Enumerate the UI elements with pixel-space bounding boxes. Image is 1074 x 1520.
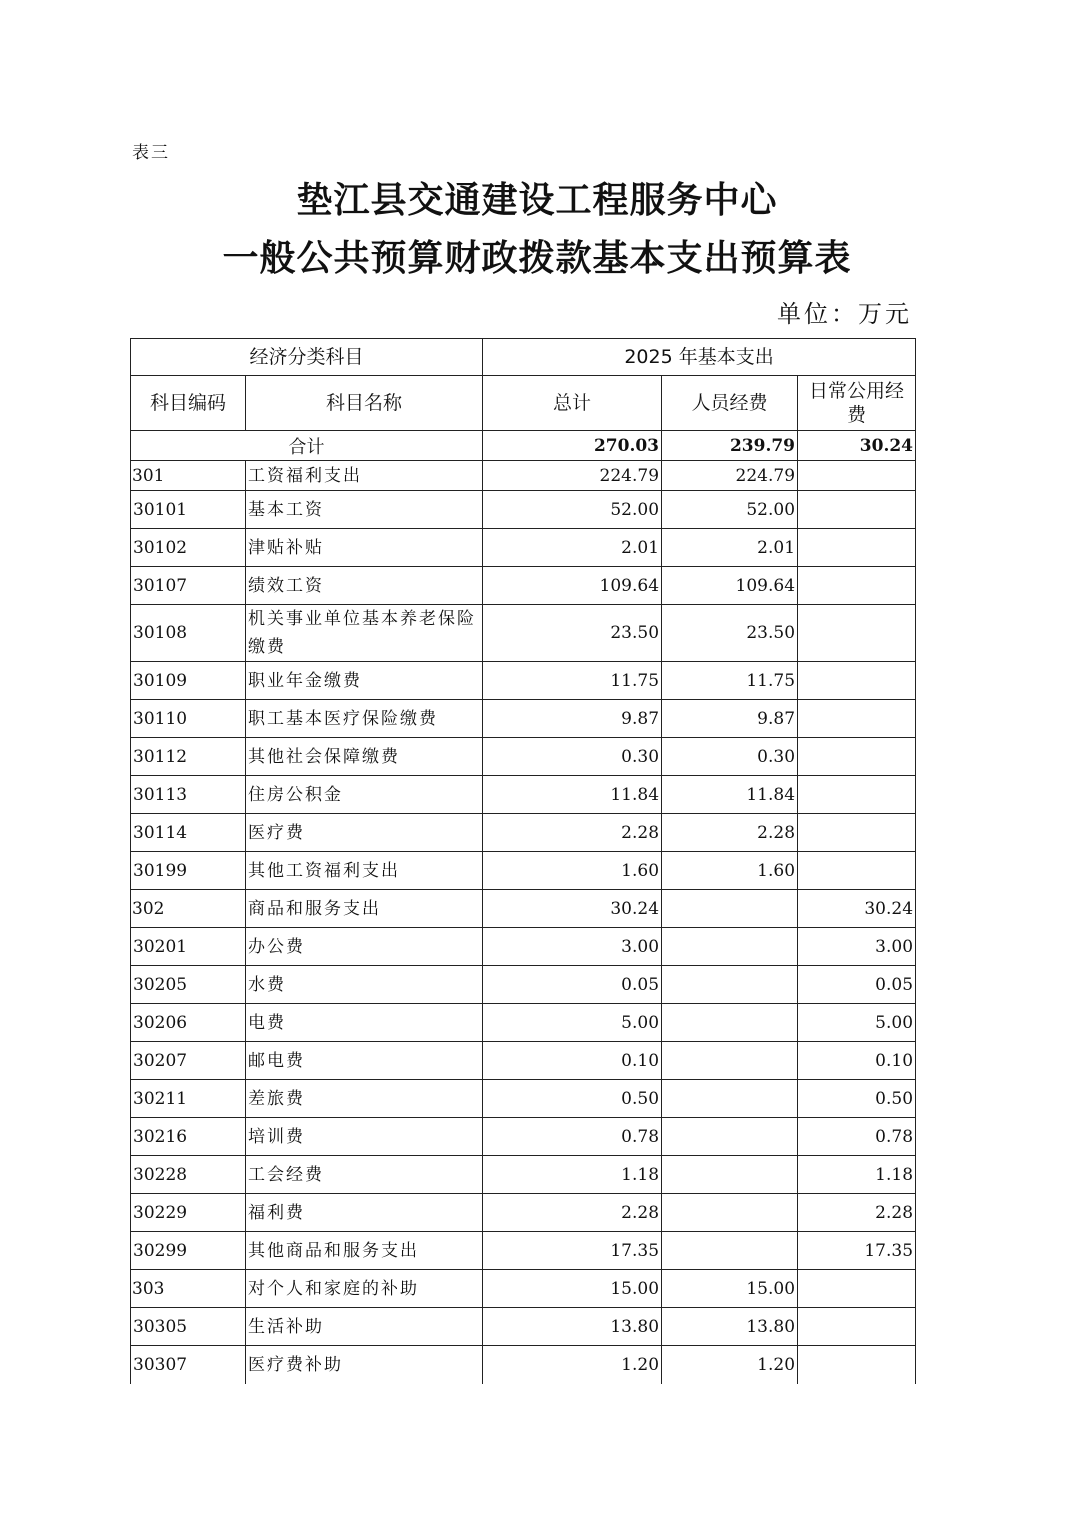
row-code: 30211 bbox=[131, 1080, 246, 1118]
table-row bbox=[131, 491, 916, 529]
row-personnel: 2.28 bbox=[662, 814, 798, 852]
row-personnel: 13.80 bbox=[662, 1308, 798, 1346]
row-public bbox=[798, 491, 916, 529]
row-name: 工资福利支出 bbox=[246, 461, 483, 491]
row-personnel bbox=[662, 1080, 798, 1118]
row-public bbox=[798, 776, 916, 814]
row-total: 224.79 bbox=[483, 461, 662, 491]
row-name: 基本工资 bbox=[246, 491, 483, 529]
row-code: 30114 bbox=[131, 814, 246, 852]
row-total: 11.75 bbox=[483, 662, 662, 700]
row-personnel bbox=[662, 1042, 798, 1080]
row-code: 30107 bbox=[131, 567, 246, 605]
row-name: 水费 bbox=[246, 966, 483, 1004]
row-code: 30216 bbox=[131, 1118, 246, 1156]
row-personnel bbox=[662, 1004, 798, 1042]
row-code: 30102 bbox=[131, 529, 246, 567]
row-code: 30110 bbox=[131, 700, 246, 738]
table-row bbox=[131, 1270, 916, 1308]
row-personnel: 1.20 bbox=[662, 1346, 798, 1384]
table-row bbox=[131, 1194, 916, 1232]
row-personnel: 9.87 bbox=[662, 700, 798, 738]
table-row bbox=[131, 1004, 916, 1042]
row-code: 30205 bbox=[131, 966, 246, 1004]
page-subtitle: 一般公共预算财政拨款基本支出预算表 bbox=[222, 237, 852, 279]
row-name: 其他商品和服务支出 bbox=[246, 1232, 483, 1270]
row-name: 职工基本医疗保险缴费 bbox=[246, 700, 483, 738]
row-total: 17.35 bbox=[483, 1232, 662, 1270]
row-public bbox=[798, 1346, 916, 1384]
row-code: 30201 bbox=[131, 928, 246, 966]
unit-label: 单位：万元 bbox=[777, 300, 912, 328]
row-personnel bbox=[662, 966, 798, 1004]
row-name: 福利费 bbox=[246, 1194, 483, 1232]
row-personnel: 11.84 bbox=[662, 776, 798, 814]
row-name: 其他工资福利支出 bbox=[246, 852, 483, 890]
row-public: 5.00 bbox=[798, 1004, 916, 1042]
total-total: 270.03 bbox=[483, 431, 662, 461]
header-code: 科目编码 bbox=[131, 376, 246, 431]
header-public: 日常公用经费 bbox=[798, 376, 916, 431]
row-name: 绩效工资 bbox=[246, 567, 483, 605]
row-public bbox=[798, 1308, 916, 1346]
row-code: 30112 bbox=[131, 738, 246, 776]
row-public: 2.28 bbox=[798, 1194, 916, 1232]
row-total: 109.64 bbox=[483, 567, 662, 605]
row-total: 13.80 bbox=[483, 1308, 662, 1346]
row-code: 30101 bbox=[131, 491, 246, 529]
row-code: 30299 bbox=[131, 1232, 246, 1270]
row-total: 15.00 bbox=[483, 1270, 662, 1308]
row-public: 0.50 bbox=[798, 1080, 916, 1118]
header-row-columns bbox=[131, 376, 916, 431]
row-name: 机关事业单位基本养老保险缴费 bbox=[246, 605, 483, 662]
row-personnel bbox=[662, 1156, 798, 1194]
row-code: 301 bbox=[131, 461, 246, 491]
row-code: 302 bbox=[131, 890, 246, 928]
header-row-group bbox=[131, 339, 916, 376]
row-code: 30228 bbox=[131, 1156, 246, 1194]
table-row bbox=[131, 1232, 916, 1270]
row-code: 30113 bbox=[131, 776, 246, 814]
table-row bbox=[131, 1346, 916, 1384]
total-personnel: 239.79 bbox=[662, 431, 798, 461]
table-row bbox=[131, 1118, 916, 1156]
row-name: 其他社会保障缴费 bbox=[246, 738, 483, 776]
row-personnel: 15.00 bbox=[662, 1270, 798, 1308]
row-personnel: 224.79 bbox=[662, 461, 798, 491]
row-personnel: 0.30 bbox=[662, 738, 798, 776]
row-public bbox=[798, 1270, 916, 1308]
row-total: 3.00 bbox=[483, 928, 662, 966]
row-code: 30207 bbox=[131, 1042, 246, 1080]
row-total: 0.50 bbox=[483, 1080, 662, 1118]
table-row bbox=[131, 1080, 916, 1118]
row-public bbox=[798, 814, 916, 852]
row-personnel bbox=[662, 928, 798, 966]
row-public: 1.18 bbox=[798, 1156, 916, 1194]
row-name: 医疗费补助 bbox=[246, 1346, 483, 1384]
row-code: 30108 bbox=[131, 605, 246, 662]
row-name: 商品和服务支出 bbox=[246, 890, 483, 928]
row-public: 0.78 bbox=[798, 1118, 916, 1156]
row-personnel: 23.50 bbox=[662, 605, 798, 662]
header-basic-expenditure: 2025 年基本支出 bbox=[483, 339, 916, 376]
header-economic-classification: 经济分类科目 bbox=[131, 339, 483, 376]
row-code: 30305 bbox=[131, 1308, 246, 1346]
row-code: 30109 bbox=[131, 662, 246, 700]
table-row bbox=[131, 529, 916, 567]
row-personnel bbox=[662, 890, 798, 928]
row-personnel: 2.01 bbox=[662, 529, 798, 567]
row-total: 0.05 bbox=[483, 966, 662, 1004]
header-name: 科目名称 bbox=[246, 376, 483, 431]
row-total: 23.50 bbox=[483, 605, 662, 662]
table-row bbox=[131, 814, 916, 852]
table-row bbox=[131, 461, 916, 491]
row-public bbox=[798, 567, 916, 605]
row-total: 1.20 bbox=[483, 1346, 662, 1384]
row-total: 11.84 bbox=[483, 776, 662, 814]
row-total: 5.00 bbox=[483, 1004, 662, 1042]
row-personnel: 11.75 bbox=[662, 662, 798, 700]
header-total: 总计 bbox=[483, 376, 662, 431]
row-personnel bbox=[662, 1232, 798, 1270]
row-public: 0.10 bbox=[798, 1042, 916, 1080]
row-public: 30.24 bbox=[798, 890, 916, 928]
row-name: 津贴补贴 bbox=[246, 529, 483, 567]
page-title: 垫江县交通建设工程服务中心 bbox=[296, 179, 778, 221]
total-public: 30.24 bbox=[798, 431, 916, 461]
row-code: 30199 bbox=[131, 852, 246, 890]
header-personnel: 人员经费 bbox=[662, 376, 798, 431]
row-total: 52.00 bbox=[483, 491, 662, 529]
row-name: 工会经费 bbox=[246, 1156, 483, 1194]
total-label: 合计 bbox=[131, 431, 483, 461]
table-row bbox=[131, 700, 916, 738]
table-row bbox=[131, 1042, 916, 1080]
row-code: 30229 bbox=[131, 1194, 246, 1232]
row-code: 303 bbox=[131, 1270, 246, 1308]
total-row bbox=[131, 431, 916, 461]
row-public: 3.00 bbox=[798, 928, 916, 966]
row-total: 2.28 bbox=[483, 814, 662, 852]
row-total: 2.28 bbox=[483, 1194, 662, 1232]
row-total: 1.60 bbox=[483, 852, 662, 890]
row-public bbox=[798, 852, 916, 890]
row-name: 邮电费 bbox=[246, 1042, 483, 1080]
row-name: 医疗费 bbox=[246, 814, 483, 852]
table-row bbox=[131, 662, 916, 700]
table-row bbox=[131, 928, 916, 966]
table-row bbox=[131, 738, 916, 776]
row-personnel: 109.64 bbox=[662, 567, 798, 605]
row-code: 30307 bbox=[131, 1346, 246, 1384]
row-name: 差旅费 bbox=[246, 1080, 483, 1118]
row-public bbox=[798, 529, 916, 567]
row-name: 职业年金缴费 bbox=[246, 662, 483, 700]
budget-table bbox=[130, 338, 916, 1384]
table-row bbox=[131, 776, 916, 814]
table-row bbox=[131, 567, 916, 605]
row-public bbox=[798, 662, 916, 700]
table-number-label: 表三 bbox=[132, 143, 170, 163]
row-total: 0.78 bbox=[483, 1118, 662, 1156]
row-total: 0.10 bbox=[483, 1042, 662, 1080]
row-public bbox=[798, 738, 916, 776]
table-row bbox=[131, 1156, 916, 1194]
table-row bbox=[131, 605, 916, 662]
row-name: 对个人和家庭的补助 bbox=[246, 1270, 483, 1308]
table-row bbox=[131, 1308, 916, 1346]
row-personnel: 1.60 bbox=[662, 852, 798, 890]
row-total: 2.01 bbox=[483, 529, 662, 567]
row-total: 1.18 bbox=[483, 1156, 662, 1194]
table-row bbox=[131, 852, 916, 890]
row-name: 生活补助 bbox=[246, 1308, 483, 1346]
row-public bbox=[798, 605, 916, 662]
row-name: 住房公积金 bbox=[246, 776, 483, 814]
row-total: 9.87 bbox=[483, 700, 662, 738]
table-row bbox=[131, 890, 916, 928]
row-personnel bbox=[662, 1194, 798, 1232]
row-code: 30206 bbox=[131, 1004, 246, 1042]
row-total: 30.24 bbox=[483, 890, 662, 928]
row-public bbox=[798, 461, 916, 491]
row-public: 17.35 bbox=[798, 1232, 916, 1270]
row-public bbox=[798, 700, 916, 738]
row-personnel bbox=[662, 1118, 798, 1156]
row-total: 0.30 bbox=[483, 738, 662, 776]
row-public: 0.05 bbox=[798, 966, 916, 1004]
row-name: 办公费 bbox=[246, 928, 483, 966]
row-personnel: 52.00 bbox=[662, 491, 798, 529]
row-name: 培训费 bbox=[246, 1118, 483, 1156]
table-row bbox=[131, 966, 916, 1004]
row-name: 电费 bbox=[246, 1004, 483, 1042]
